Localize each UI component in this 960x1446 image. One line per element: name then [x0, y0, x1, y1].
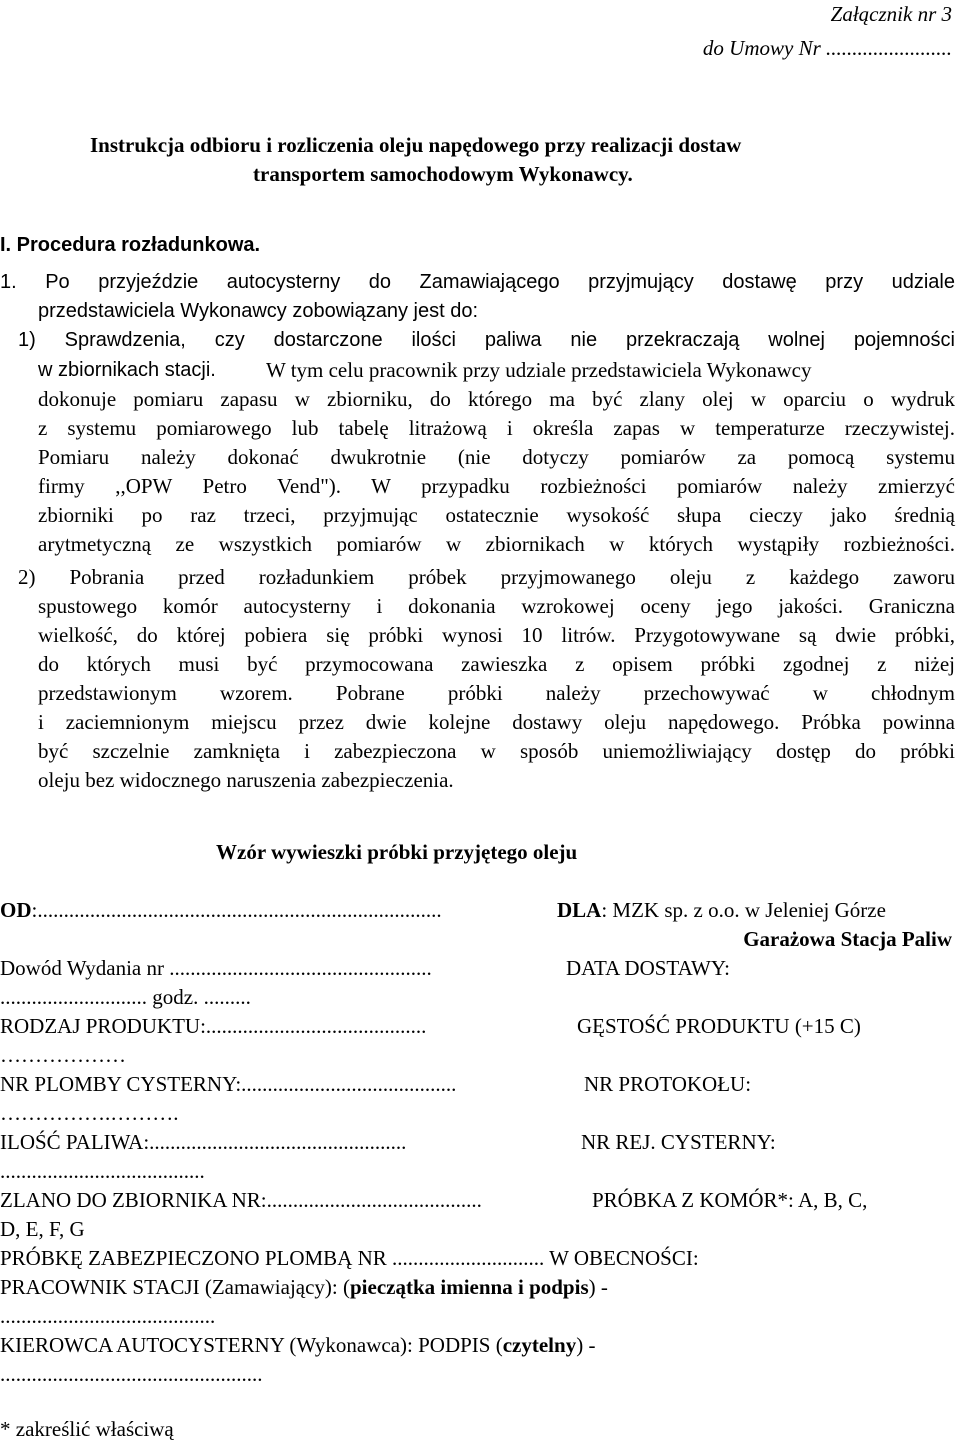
tanker-registration-field: NR REJ. CYSTERNY:: [581, 1130, 776, 1154]
paragraph-line: arytmetyczną ze wszystkich pomiarów w zbiornikach w których wystąpiły rozbieżności.: [38, 532, 955, 556]
chamber-sample-field-continued: D, E, F, G: [0, 1217, 85, 1241]
to-field: [557, 896, 886, 925]
paragraph-line: przedstawionym wzorem. Pobrane próbki należy przechowywać w chłodnym: [38, 681, 955, 705]
station-employee-label: PRACOWNIK STACJI (Zamawiający): (: [0, 1275, 350, 1299]
to-value: : MZK sp. z o.o. w Jeleniej Górze: [601, 898, 886, 922]
legible-hint: czytelny: [502, 1333, 577, 1357]
tank-seal-field: NR PLOMBY CYSTERNY:.........................................: [0, 1072, 457, 1096]
dotted-line: ………………: [0, 1043, 126, 1067]
paragraph-line: dokonuje pomiaru zapasu w zbiorniku, do którego ma być zlany olej w oparciu o wydruk: [38, 387, 955, 411]
paragraph-line: być szczelnie zamknięta i zabezpieczona w sposób uniemożliwiający dostęp do próbki: [38, 739, 955, 763]
product-type-field: RODZAJ PRODUKTU:..........................................: [0, 1014, 427, 1038]
label-template-heading: Wzór wywieszki próbki przyjętego oleju: [216, 840, 578, 864]
from-label: OD: [0, 898, 32, 922]
from-value: :.............................................................................: [31, 898, 442, 922]
fuel-quantity-field: ILOŚĆ PALIWA:.................................................: [0, 1130, 407, 1154]
tank-number-field: ZLANO DO ZBIORNIKA NR:.........................................: [0, 1188, 482, 1212]
paragraph-line: 2) Pobrania przed rozładunkiem próbek przyjmowanego oleju z każdego zaworu: [18, 565, 955, 589]
protocol-number-field: NR PROTOKOŁU:: [584, 1072, 752, 1096]
stamp-and-signature-hint: pieczątka imienna i podpis: [350, 1275, 589, 1299]
document-title-line-2: transportem samochodowym Wykonawcy.: [253, 162, 633, 186]
paragraph-line: i zaciemnionym miejscu przez dwie kolejne dostawy oleju napędowego. Próbka powinna: [38, 710, 955, 734]
paragraph-line: Pomiaru należy dokonać dwukrotnie (nie dotyczy pomiarów za pomocą systemu: [38, 445, 955, 469]
issue-document-field: Dowód Wydania nr ..................................................: [0, 956, 432, 980]
footnote: * zakreślić właściwą: [0, 1417, 174, 1441]
time-field: ............................ godz. .........: [0, 985, 251, 1009]
paragraph-line: spustowego komór autocysterny i dokonania wzrokowej oceny jego jakości. Graniczna: [38, 594, 955, 618]
dotted-line: .........................................: [0, 1304, 216, 1328]
delivery-date-field: DATA DOSTAWY:: [566, 956, 730, 980]
paragraph-line: zbiorniki po raz trzeci, przyjmując ostatecznie wysokość słupa cieczy jako średnią: [38, 503, 955, 527]
tanker-driver-field: [0, 1331, 595, 1360]
station-employee-suffix: ) -: [588, 1275, 608, 1299]
paragraph-line: przedstawiciela Wykonawcy zobowiązany jest do:: [38, 300, 479, 322]
sample-seal-field: PRÓBKĘ ZABEZPIECZONO PLOMBĄ NR ............................. W OBECNOŚCI:: [0, 1246, 699, 1270]
contract-number: do Umowy Nr ........................: [702, 36, 952, 60]
dotted-line: …………….……….: [0, 1101, 179, 1125]
paragraph-line: 1) Sprawdzenia, czy dostarczone ilości paliwa nie przekraczają wolnej pojemności: [18, 329, 955, 351]
to-label: DLA: [557, 898, 602, 922]
tanker-driver-label: KIEROWCA AUTOCYSTERNY (Wykonawca): PODPIS (: [0, 1333, 503, 1357]
station-name: Garażowa Stacja Paliw: [743, 927, 952, 951]
annex-label: Załącznik nr 3: [830, 2, 952, 26]
document-title-line-1: Instrukcja odbioru i rozliczenia oleju napędowego przy realizacji dostaw: [90, 133, 742, 157]
dotted-line: .......................................: [0, 1159, 205, 1183]
paragraph-line: w zbiornikach stacji.: [38, 359, 216, 381]
paragraph-line: W tym celu pracownik przy udziale przedstawiciela Wykonawcy: [266, 358, 812, 382]
chamber-sample-field: PRÓBKA Z KOMÓR*: A, B, C,: [592, 1188, 868, 1212]
from-field: [0, 896, 442, 925]
paragraph-line: do których musi być przymocowana zawieszka z opisem próbki zgodnej z niżej: [38, 652, 955, 676]
tanker-driver-suffix: ) -: [576, 1333, 596, 1357]
paragraph-line: z systemu pomiarowego lub tabelę litrażową i określa zapas w temperaturze rzeczywistej.: [38, 416, 955, 440]
product-density-field: GĘSTOŚĆ PRODUKTU (+15 C): [577, 1014, 861, 1038]
paragraph-line: wielkość, do której pobiera się próbki wynosi 10 litrów. Przygotowywane są dwie próbki,: [38, 623, 955, 647]
dotted-line: ..................................................: [0, 1362, 263, 1386]
paragraph-line: firmy ,,OPW Petro Vend"). W przypadku rozbieżności pomiarów należy zmierzyć: [38, 474, 955, 498]
paragraph-line: 1. Po przyjeździe autocysterny do Zamawiającego przyjmujący dostawę przy udziale: [0, 271, 955, 293]
station-employee-field: [0, 1273, 608, 1302]
section-heading: I. Procedura rozładunkowa.: [0, 234, 261, 256]
paragraph-line: oleju bez widocznego naruszenia zabezpieczenia.: [38, 768, 454, 792]
